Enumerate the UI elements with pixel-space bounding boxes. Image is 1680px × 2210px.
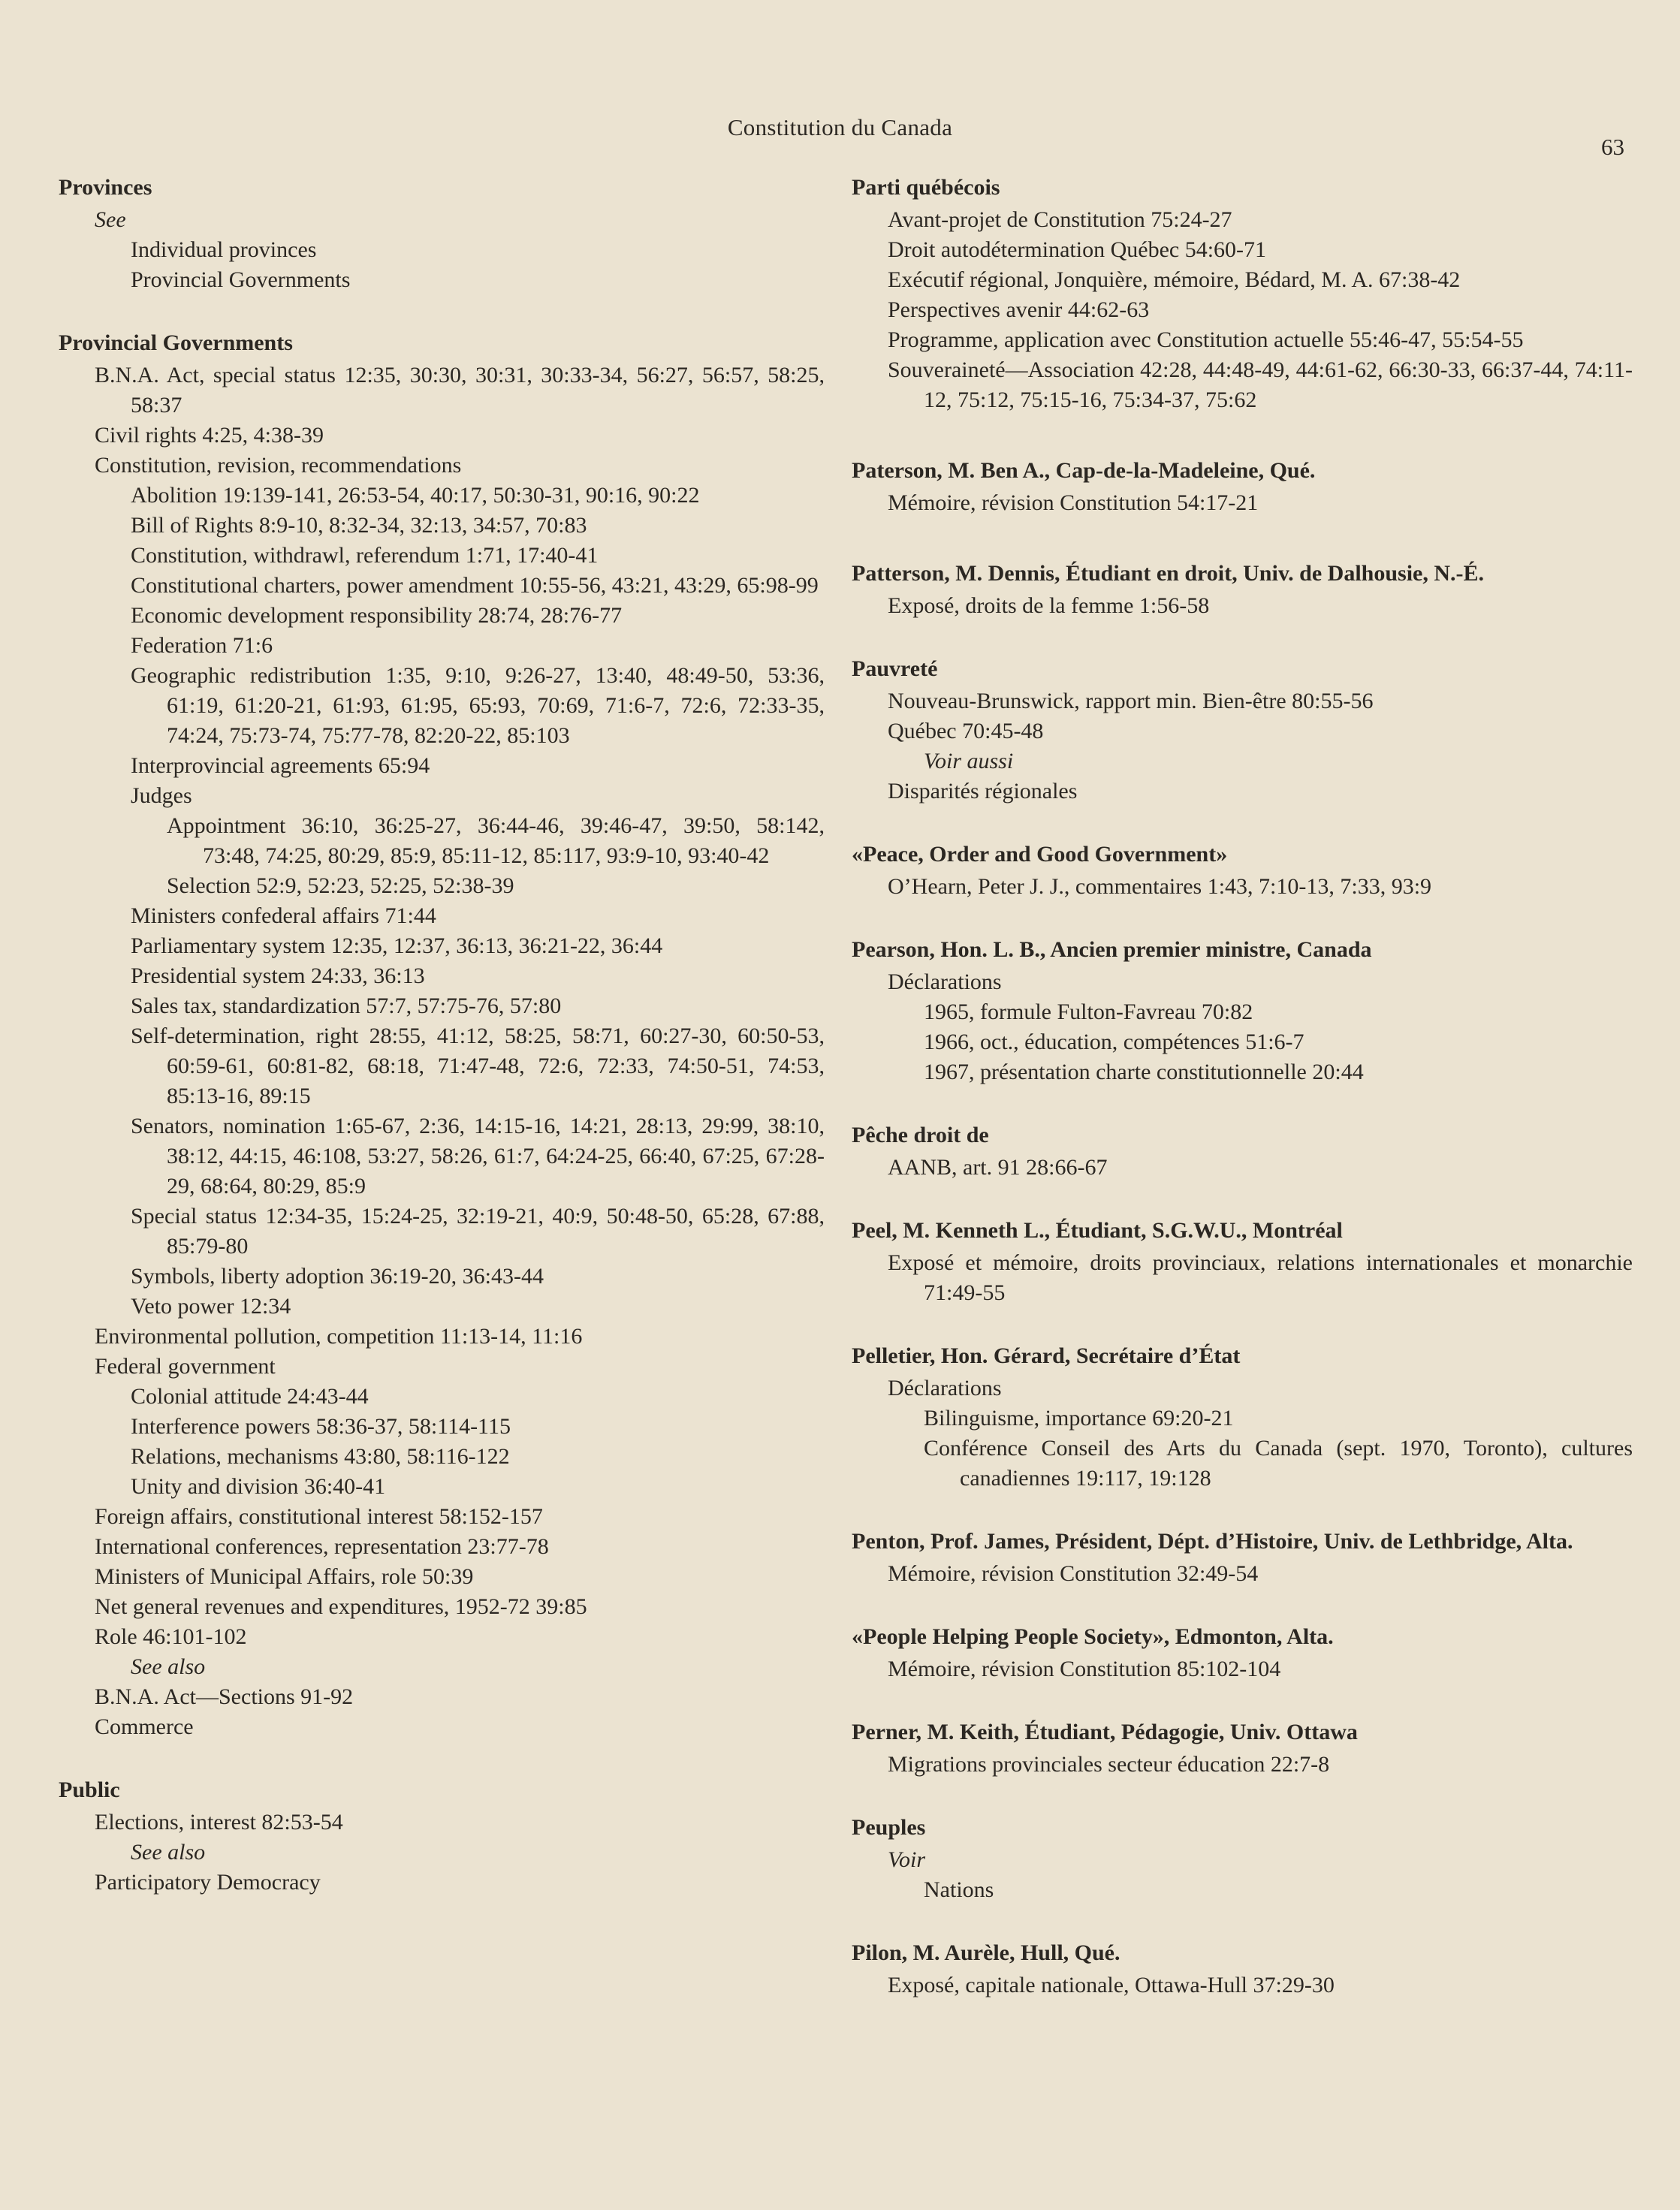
cross-reference: B.N.A. Act—Sections 91-92 (95, 1684, 354, 1709)
entry-peel (852, 1216, 1633, 1308)
cross-reference: Nations (924, 1877, 994, 1902)
index-subentry: Exposé, droits de la femme 1:56-58 (888, 593, 1210, 618)
entry-heading: Parti québécois (852, 175, 1000, 200)
index-subentry: Senators, nomination 1:65-67, 2:36, 14:15-16, 14:21, 28:13, 29:99, 38:10, 38:12, 44:15, 46:108, 53:27, 58:26, 61:7, 64:24-25, 66:40, 67:25, 67:28-29, 68:64, 80:29, 85:9 (131, 1114, 825, 1198)
running-header: Constitution du Canada (727, 114, 953, 140)
see-also-label: Voir aussi (924, 749, 1014, 773)
index-subentry: Exposé, capitale nationale, Ottawa-Hull 37:29-30 (888, 1973, 1335, 1997)
index-subentry: Ministers confederal affairs 71:44 (131, 903, 436, 928)
entry-heading: Peel, M. Kenneth L., Étudiant, S.G.W.U., Montréal (852, 1218, 1343, 1243)
index-subentry: Judges (131, 783, 192, 808)
entry-paterson (852, 456, 1633, 518)
index-subentry: Avant-projet de Constitution 75:24-27 (888, 207, 1232, 232)
entry-provincial-governments (59, 328, 825, 1742)
index-subentry: Souveraineté—Association 42:28, 44:48-49, 44:61-62, 66:30-33, 66:37-44, 74:11-12, 75:12, 75:15-16, 75:34-37, 75:62 (888, 357, 1633, 412)
index-subentry: Droit autodétermination Québec 54:60-71 (888, 237, 1267, 262)
index-subentry: Symbols, liberty adoption 36:19-20, 36:43-44 (131, 1264, 544, 1289)
index-subentry: Relations, mechanisms 43:80, 58:116-122 (131, 1444, 510, 1469)
index-subentry: Perspectives avenir 44:62-63 (888, 297, 1150, 322)
entry-peche (852, 1120, 1633, 1183)
index-subentry: Economic development responsibility 28:74, 28:76-77 (131, 603, 623, 628)
index-subentry: Role 46:101-102 (95, 1624, 247, 1649)
entry-patterson (852, 559, 1633, 621)
cross-reference: Commerce (95, 1714, 194, 1739)
index-subentry: AANB, art. 91 28:66-67 (888, 1155, 1108, 1180)
entry-heading: Pêche droit de (852, 1123, 989, 1147)
see-also-label: See also (131, 1840, 206, 1865)
index-subentry: Déclarations (888, 1376, 1002, 1400)
right-column (852, 173, 1633, 2000)
index-subentry: Interference powers 58:36-37, 58:114-115 (131, 1414, 511, 1439)
index-subentry: Sales tax, standardization 57:7, 57:75-76, 57:80 (131, 993, 562, 1018)
entry-perner (852, 1717, 1633, 1780)
index-subentry: Elections, interest 82:53-54 (95, 1810, 343, 1835)
left-column (59, 173, 825, 1898)
index-subentry: Presidential system 24:33, 36:13 (131, 963, 425, 988)
entry-heading: Pearson, Hon. L. B., Ancien premier ministre, Canada (852, 937, 1372, 962)
cross-reference: Individual provinces (131, 237, 317, 262)
index-subentry: B.N.A. Act, special status 12:35, 30:30, 30:31, 30:33-34, 56:27, 56:57, 58:25, 58:37 (95, 363, 825, 418)
index-subentry: Interprovincial agreements 65:94 (131, 753, 430, 778)
index-subentry: 1965, formule Fulton-Favreau 70:82 (924, 999, 1253, 1024)
index-subentry: Migrations provinciales secteur éducation 22:7-8 (888, 1752, 1330, 1777)
entry-peace-order (852, 840, 1633, 902)
see-also-label: See also (131, 1654, 206, 1679)
index-subentry: Special status 12:34-35, 15:24-25, 32:19-21, 40:9, 50:48-50, 65:28, 67:88, 85:79-80 (131, 1204, 825, 1259)
index-subentry: Constitution, withdrawl, referendum 1:71, 17:40-41 (131, 543, 599, 568)
index-subentry: Unity and division 36:40-41 (131, 1474, 386, 1499)
index-subentry: Québec 70:45-48 (888, 719, 1044, 743)
index-subentry: Bilinguisme, importance 69:20-21 (924, 1406, 1234, 1431)
index-subentry: 1966, oct., éducation, compétences 51:6-7 (924, 1030, 1304, 1054)
index-subentry: Constitution, revision, recommendations (95, 453, 462, 478)
index-subentry: Abolition 19:139-141, 26:53-54, 40:17, 50:30-31, 90:16, 90:22 (131, 483, 700, 508)
index-subentry: Mémoire, révision Constitution 32:49-54 (888, 1561, 1259, 1586)
entry-heading: Pilon, M. Aurèle, Hull, Qué. (852, 1940, 1121, 1965)
entry-heading: Penton, Prof. James, Président, Dépt. d’Histoire, Univ. de Lethbridge, Alta. (852, 1529, 1573, 1554)
index-subentry: Parliamentary system 12:35, 12:37, 36:13, 36:21-22, 36:44 (131, 933, 663, 958)
entry-people-helping (852, 1622, 1633, 1684)
entry-pelletier (852, 1341, 1633, 1494)
index-subentry: Civil rights 4:25, 4:38-39 (95, 423, 324, 448)
index-subentry: Federal government (95, 1354, 276, 1379)
entry-pearson (852, 935, 1633, 1087)
index-subentry: Environmental pollution, competition 11:13-14, 11:16 (95, 1324, 583, 1349)
cross-reference: Participatory Democracy (95, 1870, 321, 1895)
index-subentry: Conférence Conseil des Arts du Canada (sept. 1970, Toronto), cultures canadiennes 19:117, 19:128 (924, 1436, 1633, 1491)
index-subentry: Bill of Rights 8:9-10, 8:32-34, 32:13, 34:57, 70:83 (131, 513, 587, 538)
entry-peuples (852, 1813, 1633, 1905)
entry-heading: «People Helping People Society», Edmonton, Alta. (852, 1624, 1334, 1649)
index-subentry: Constitutional charters, power amendment 10:55-56, 43:21, 43:29, 65:98-99 (131, 573, 819, 598)
index-subentry: Selection 52:9, 52:23, 52:25, 52:38-39 (167, 873, 514, 898)
index-subentry: Mémoire, révision Constitution 54:17-21 (888, 490, 1259, 515)
entry-heading: Pelletier, Hon. Gérard, Secrétaire d’État (852, 1343, 1241, 1368)
index-subentry: Déclarations (888, 969, 1002, 994)
entry-heading: «Peace, Order and Good Government» (852, 842, 1228, 867)
index-subentry: Exposé et mémoire, droits provinciaux, relations internationales et monarchie 71:49-55 (888, 1250, 1633, 1305)
entry-heading: Pauvreté (852, 656, 938, 681)
entry-heading: Provincial Governments (59, 330, 293, 355)
entry-heading: Public (59, 1777, 120, 1802)
index-subentry: Net general revenues and expenditures, 1952-72 39:85 (95, 1594, 587, 1619)
index-subentry: Geographic redistribution 1:35, 9:10, 9:26-27, 13:40, 48:49-50, 53:36, 61:19, 61:20-21, 61:93, 61:95, 65:93, 70:69, 71:6-7, 72:6, 72:33-35, 74:24, 75:73-74, 75:77-78, 82:20-22, 85:103 (131, 663, 825, 748)
entry-public (59, 1775, 825, 1898)
entry-pauvrete (852, 654, 1633, 807)
index-subentry: Foreign affairs, constitutional interest 58:152-157 (95, 1504, 543, 1529)
entry-heading: Peuples (852, 1815, 926, 1840)
index-subentry: O’Hearn, Peter J. J., commentaires 1:43, 7:10-13, 7:33, 93:9 (888, 874, 1432, 899)
index-subentry: Federation 71:6 (131, 633, 273, 658)
cross-reference: Disparités régionales (888, 779, 1078, 803)
index-subentry: Programme, application avec Constitution actuelle 55:46-47, 55:54-55 (888, 327, 1524, 352)
entry-heading: Paterson, M. Ben A., Cap-de-la-Madeleine, Qué. (852, 458, 1316, 483)
see-label: Voir (888, 1847, 926, 1872)
index-subentry: 1967, présentation charte constitutionnelle 20:44 (924, 1060, 1364, 1084)
entry-heading: Patterson, M. Dennis, Étudiant en droit, Univ. de Dalhousie, N.-É. (852, 561, 1485, 586)
cross-reference: Provincial Governments (131, 267, 351, 292)
see-label: See (95, 207, 126, 232)
entry-heading: Perner, M. Keith, Étudiant, Pédagogie, Univ. Ottawa (852, 1720, 1358, 1744)
index-subentry: Mémoire, révision Constitution 85:102-104 (888, 1657, 1281, 1681)
entry-penton (852, 1527, 1633, 1589)
entry-parti-quebecois (852, 173, 1633, 415)
entry-provinces (59, 173, 825, 295)
index-subentry: Exécutif régional, Jonquière, mémoire, Bédard, M. A. 67:38-42 (888, 267, 1461, 292)
index-subentry: Nouveau-Brunswick, rapport min. Bien-être 80:55-56 (888, 689, 1374, 713)
index-subentry: Veto power 12:34 (131, 1294, 291, 1319)
index-subentry: Colonial attitude 24:43-44 (131, 1384, 369, 1409)
index-subentry: International conferences, representation 23:77-78 (95, 1534, 549, 1559)
index-subentry: Appointment 36:10, 36:25-27, 36:44-46, 39:46-47, 39:50, 58:142, 73:48, 74:25, 80:29, 85:9, 85:11-12, 85:117, 93:9-10, 93:40-42 (167, 813, 825, 868)
index-subentry: Self-determination, right 28:55, 41:12, 58:25, 58:71, 60:27-30, 60:50-53, 60:59-61, 60:81-82, 68:18, 71:47-48, 72:6, 72:33, 74:50-51, 74:53, 85:13-16, 89:15 (131, 1024, 825, 1108)
entry-heading: Provinces (59, 175, 152, 200)
page-number: 63 (1601, 134, 1624, 160)
entry-pilon (852, 1938, 1633, 2000)
index-subentry: Ministers of Municipal Affairs, role 50:39 (95, 1564, 474, 1589)
